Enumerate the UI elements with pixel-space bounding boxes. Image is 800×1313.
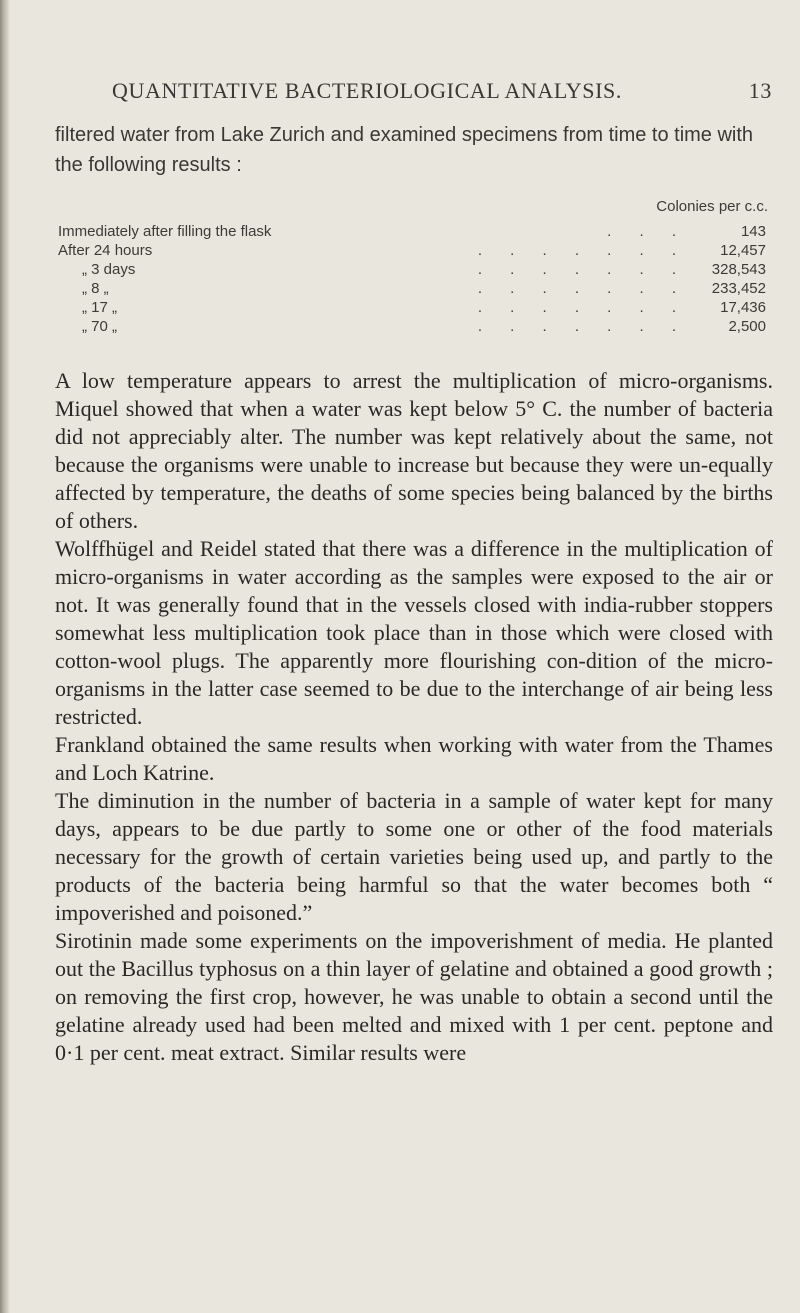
row-label: „ 17 „ <box>82 299 118 316</box>
paragraph-diminution: The diminution in the number of bacteria in a sample of water kept for many days, appears to be due partly to some one or other of the food materials necessary for the growth of certain varieties being used up, and partly to the products of the bacteria being harmful so that the water becomes both “ impoverished and poisoned.” <box>55 788 773 925</box>
table-row <box>58 241 768 260</box>
leader-dots: . . . . . . . <box>477 280 688 297</box>
body-text <box>55 367 773 1067</box>
table-row <box>58 317 768 336</box>
results-rows <box>58 222 768 336</box>
row-label: „ 70 „ <box>82 318 118 335</box>
row-value: 328,543 <box>711 261 766 278</box>
row-value: 143 <box>740 223 766 240</box>
row-label: „ 3 days <box>82 261 136 278</box>
row-label: „ 8 „ <box>82 280 109 297</box>
row-label: After 24 hours <box>58 242 153 259</box>
leader-dots: . . . . . . . <box>477 299 688 316</box>
row-label: Immediately after filling the flask <box>58 223 272 240</box>
row-value: 17,436 <box>720 299 766 316</box>
table-row <box>58 222 768 241</box>
column-header: Colonies per c.c. <box>656 198 768 215</box>
paragraph-wolffhugel: Wolffhügel and Reidel stated that there was a difference in the multiplication of micro-organisms in water according as the samples were exposed to the air or not. It was generally found that in the vessels closed with india-rubber stoppers somewhat less multiplication took place than in those which were closed with cotton-wool plugs. The apparently more flourishing con-dition of the micro-organisms in the latter case seemed to be due to the interchange of air being less restricted. <box>55 536 773 729</box>
intro-text: filtered water from Lake Zurich and examined specimens from time to time with the following results : <box>55 124 754 176</box>
leader-dots: . . . . . . . <box>477 261 688 278</box>
running-title: QUANTITATIVE BACTERIOLOGICAL ANALYSIS. <box>112 78 622 103</box>
intro-paragraph <box>55 120 770 180</box>
paragraph-sirotinin: Sirotinin made some experiments on the impoverishment of media. He planted out the Bacillus typhosus on a thin layer of gelatine and obtained a good growth ; on removing the first crop, however, he was unable to obtain a second until the gelatine already used had been melted and mixed with 1 per cent. peptone and 0·1 per cent. meat extract. Similar results were <box>55 928 773 1065</box>
paragraph-low-temperature: A low temperature appears to arrest the multiplication of micro-organisms. Miquel showed that when a water was kept below 5° C. the number of bacteria did not appreciably alter. The number was kept relatively about the same, not because the organisms were unable to increase but because they were un-equally affected by temperature, the deaths of some species being balanced by the births of others. <box>55 368 773 533</box>
table-row <box>58 279 768 298</box>
row-value: 12,457 <box>720 242 766 259</box>
leader-dots: . . . <box>607 223 688 240</box>
paragraph-frankland: Frankland obtained the same results when working with water from the Thames and Loch Katrine. <box>55 732 773 785</box>
table-row <box>58 260 768 279</box>
table-row <box>58 298 768 317</box>
leader-dots: . . . . . . . <box>477 318 688 335</box>
row-value: 2,500 <box>728 318 766 335</box>
page-number: 13 <box>748 78 772 103</box>
row-value: 233,452 <box>711 280 766 297</box>
leader-dots: . . . . . . . <box>477 242 688 259</box>
